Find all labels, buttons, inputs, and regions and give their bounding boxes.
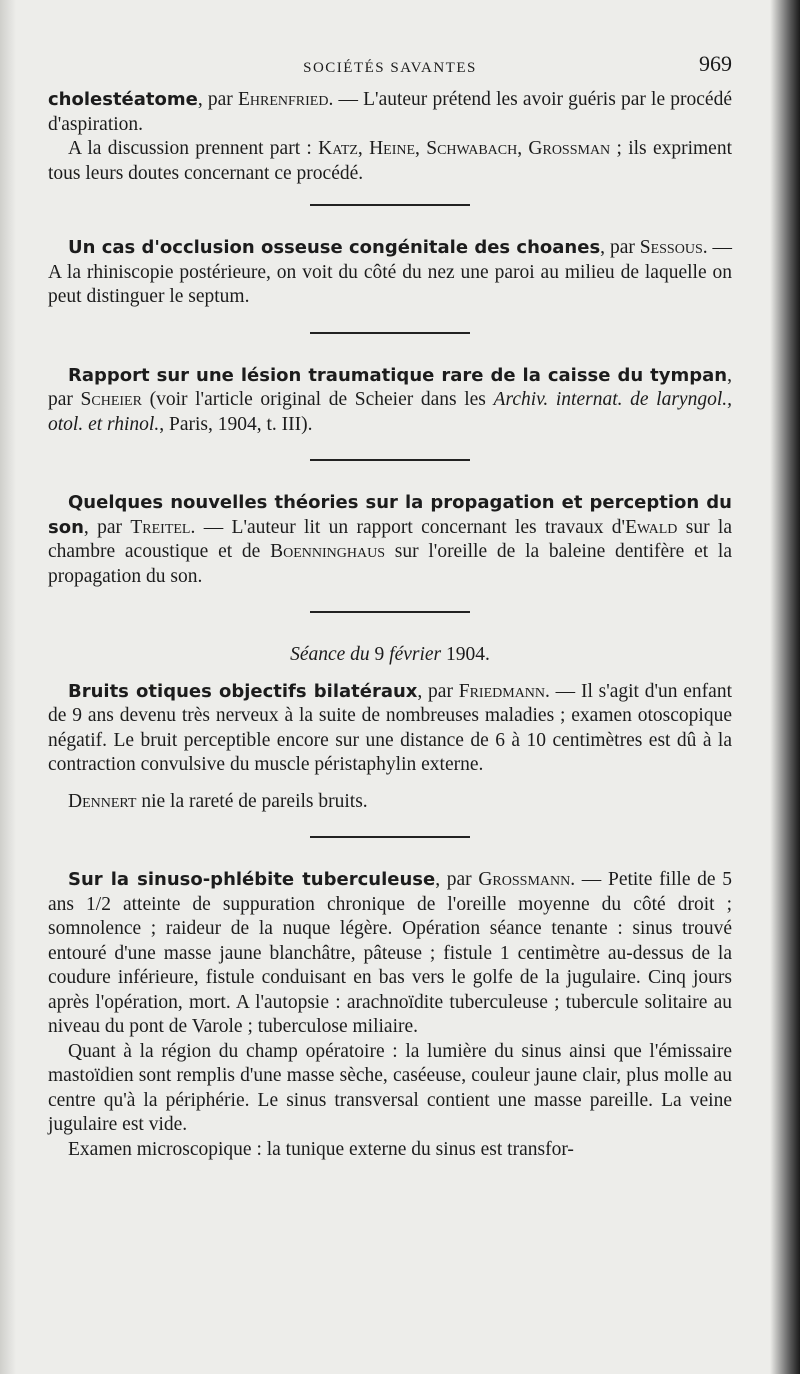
section-divider xyxy=(310,611,470,613)
running-title: SOCIÉTÉS SAVANTES xyxy=(303,60,477,76)
text-run: , par xyxy=(48,364,732,410)
author-name: Sessous xyxy=(639,237,703,258)
author-name: Dennert xyxy=(68,790,137,812)
text-run: , Paris, 1904, t. III). xyxy=(159,413,313,435)
paragraph-occlusion-choanes xyxy=(48,236,732,310)
section-divider xyxy=(310,204,470,206)
author-name: Grossmann xyxy=(478,869,571,890)
page-edge-shadow-left xyxy=(0,0,16,1374)
text-run: sur la chambre acoustique et de xyxy=(48,516,733,562)
session-day: 9 xyxy=(374,644,385,665)
session-label: Séance du xyxy=(290,644,370,665)
paragraph-discussion xyxy=(48,137,732,186)
text-block xyxy=(48,52,732,1162)
text-run: , par xyxy=(417,680,459,702)
page-header xyxy=(48,52,732,88)
author-name: Scheier xyxy=(80,389,142,410)
paragraph-text: . — Il s'agit d'un enfant de 9 ans devenu très nerveux à la suite de nombreuses maladies ; examen otoscopique négatif. Le bruit perceptible encore sur une distance de 6 à 10 centimètres est dû à la contraction convulsive du muscle péristaphylin externe. xyxy=(48,680,732,775)
paragraph-text: . — Petite fille de 5 ans 1/2 atteinte de suppuration chronique de l'oreille moyenne du côté droit ; somnolence ; raideur de la nuque légère. Opération séance tenante : sinus trouvé entouré d'une masse jaune blanchâtre, pâteuse ; fistule 1 centimètre au-dessus de la coudure inférieure, fistule conduisant en bas vers le golfe de la jugulaire. Cinq jours après l'opération, mort. A l'autopsie : arachnoïdite tuberculeuse ; tubercule solitaire au niveau du pont de Varole ; tuberculose miliaire. xyxy=(48,869,732,1037)
text-run: , par xyxy=(600,237,640,258)
article-title: Sur la sinuso-phlébite tuberculeuse xyxy=(68,869,436,890)
article-title: cholestéatome xyxy=(48,89,198,110)
article-title: Rapport sur une lésion traumatique rare de la caisse du tympan xyxy=(68,364,728,386)
paragraph-text: Examen microscopique : la tunique externe du sinus est transfor- xyxy=(68,1138,574,1160)
text-run: , par xyxy=(83,516,131,538)
session-month: février xyxy=(389,644,442,665)
article-title: Quelques nouvelles théories sur la propagation et perception du son xyxy=(48,492,732,538)
paragraph-sinuso-phlebite xyxy=(48,868,732,1040)
paragraph-examen-microscopique xyxy=(48,1138,732,1163)
paragraph-champ-operatoire xyxy=(48,1040,732,1138)
paragraph-cholesteatome xyxy=(48,88,732,137)
text-run: , par xyxy=(197,89,238,110)
section-divider xyxy=(310,836,470,838)
text-run: (voir l'article original de Scheier dans les xyxy=(141,389,494,410)
author-name: Friedmann xyxy=(458,680,546,702)
author-name: Treitel xyxy=(130,516,191,538)
article-title: Bruits otiques objectifs bilatéraux xyxy=(68,680,418,702)
paragraph-lesion-tympan xyxy=(48,364,732,438)
article-title: Un cas d'occlusion osseuse congénitale des choanes xyxy=(68,237,601,258)
paragraph-text: Quant à la région du champ opératoire : la lumière du sinus ainsi que l'émissaire mastoïdien sont remplis d'une masse sèche, caséeuse, couleur jaune clair, plus molle au centre qu'à la périphérie. Le sinus transversal contient une masse pareille. La veine jugulaire est vide. xyxy=(48,1040,732,1135)
journal-title: Archiv. internat. de laryngol., otol. et rhinol. xyxy=(48,389,732,435)
paragraph-text: . — A la rhiniscopie postérieure, on voit du côté du nez une paroi au milieu de laquelle on peut distinguer le septum. xyxy=(48,237,733,307)
paragraph-bruits-otiques xyxy=(48,680,732,778)
spacer xyxy=(48,778,732,790)
session-heading xyxy=(48,643,732,668)
text-run: sur l'oreille de la baleine dentifère et la propagation du son. xyxy=(48,541,732,587)
paragraph-propagation-son xyxy=(48,491,732,589)
text-run: , par xyxy=(435,869,479,890)
cited-name: Boenninghaus xyxy=(270,541,385,562)
section-divider xyxy=(310,332,470,334)
paragraph-text: ; ils expriment tous leurs doutes concernant ce procédé. xyxy=(48,138,733,184)
text-run: A la discussion prennent part : xyxy=(68,138,319,159)
author-name: Ehrenfried xyxy=(237,89,329,110)
page-edge-shadow-right xyxy=(770,0,800,1374)
section-divider xyxy=(310,459,470,461)
cited-name: Ewald xyxy=(625,516,678,538)
page-number: 969 xyxy=(699,51,732,76)
paragraph-text: . — L'auteur prétend les avoir guéris par le procédé d'aspiration. xyxy=(48,89,732,135)
discussant-names: Katz, Heine, Schwabach, Grossman xyxy=(318,138,611,159)
session-year: 1904. xyxy=(446,644,490,665)
text-run: . — L'auteur lit un rapport concernant les travaux d' xyxy=(190,516,626,538)
paragraph-text: nie la rareté de pareils bruits. xyxy=(136,790,368,812)
paragraph-dennert xyxy=(48,790,732,815)
